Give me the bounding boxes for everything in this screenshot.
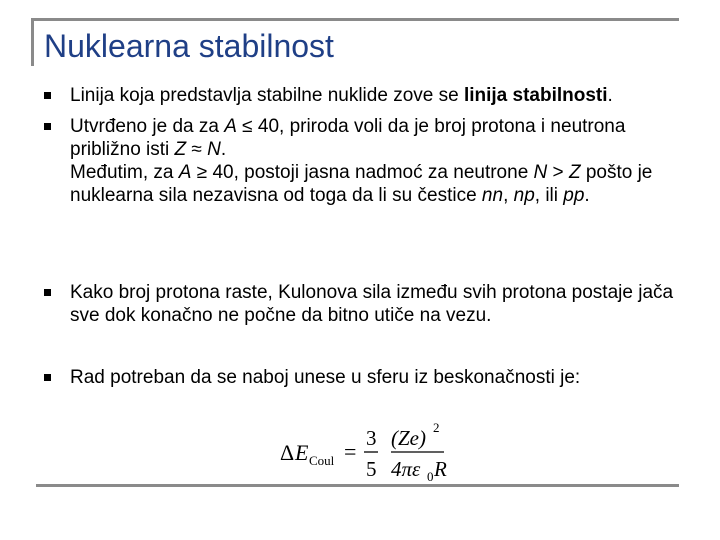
bullet-item-4 bbox=[70, 366, 680, 389]
bullet-2-paragraph-1 bbox=[70, 115, 680, 161]
formula-num-exp: 2 bbox=[433, 420, 440, 435]
text-span: > bbox=[547, 162, 569, 183]
bullet-marker bbox=[44, 123, 51, 130]
coulomb-energy-formula bbox=[278, 418, 458, 484]
text-span: . bbox=[607, 85, 613, 106]
formula-num-coef: 3 bbox=[366, 426, 377, 450]
math-var: nn bbox=[481, 185, 504, 206]
formula-den-expr: 4πε bbox=[391, 457, 421, 481]
bullet-2-paragraph-2 bbox=[70, 161, 680, 207]
bullet-marker bbox=[44, 374, 51, 381]
text-span: . bbox=[584, 185, 590, 206]
text-span: ≥ 40, postoji jasna nadmoć za neutrone bbox=[191, 162, 534, 183]
formula-svg bbox=[278, 418, 458, 484]
math-var: np bbox=[513, 185, 535, 206]
text-span: ≤ 40, priroda voli da je broj protona i neutrona približno isti bbox=[70, 116, 626, 160]
formula-den-sub: 0 bbox=[427, 469, 434, 484]
math-var: pp bbox=[563, 185, 585, 206]
math-var: Z bbox=[174, 139, 187, 160]
math-var: A bbox=[178, 162, 192, 183]
text-span: , bbox=[503, 185, 514, 206]
formula-den-coef: 5 bbox=[366, 457, 377, 481]
math-var: A bbox=[224, 116, 237, 137]
slide-title: Nuklearna stabilnost bbox=[44, 28, 334, 64]
bullet-item-2 bbox=[70, 115, 680, 207]
formula-e-symbol: E bbox=[295, 440, 309, 465]
text-span: Utvrđeno je da za bbox=[70, 116, 225, 137]
formula-equals: = bbox=[344, 439, 357, 464]
formula-den-var: R bbox=[434, 457, 447, 481]
text-span: , ili bbox=[534, 185, 564, 206]
bullet-4-text: Rad potreban da se naboj unese u sferu iz beskonačnosti je: bbox=[70, 367, 581, 388]
slide-frame-top bbox=[31, 18, 679, 21]
text-span: . bbox=[220, 139, 227, 160]
bold-term: linija stabilnosti bbox=[463, 85, 608, 106]
slide-frame-left bbox=[31, 18, 34, 66]
math-var: N bbox=[533, 162, 548, 183]
bullet-item-1 bbox=[70, 84, 680, 107]
bullet-marker bbox=[44, 289, 51, 296]
math-var: Z bbox=[568, 162, 581, 183]
bullet-item-3 bbox=[70, 281, 680, 327]
formula-delta: Δ bbox=[280, 440, 295, 465]
text-span: Linija koja predstavlja stabilne nuklide zove se bbox=[70, 85, 464, 106]
bullet-3-text: Kako broj protona raste, Kulonova sila između svih protona postaje jača sve dok konačno ne počne da bitno utiče na vezu. bbox=[70, 282, 674, 326]
formula-num-expr: (Ze) bbox=[391, 426, 426, 450]
text-span: pošto je nuklearna sila nezavisna od toga da li su čestice bbox=[70, 162, 653, 206]
slide-frame-bottom bbox=[36, 484, 679, 487]
text-span: ≈ bbox=[186, 139, 208, 160]
bullet-marker bbox=[44, 92, 51, 99]
formula-subscript: Coul bbox=[309, 453, 335, 468]
text-span: Međutim, za bbox=[70, 162, 179, 183]
math-var: N bbox=[207, 139, 221, 160]
